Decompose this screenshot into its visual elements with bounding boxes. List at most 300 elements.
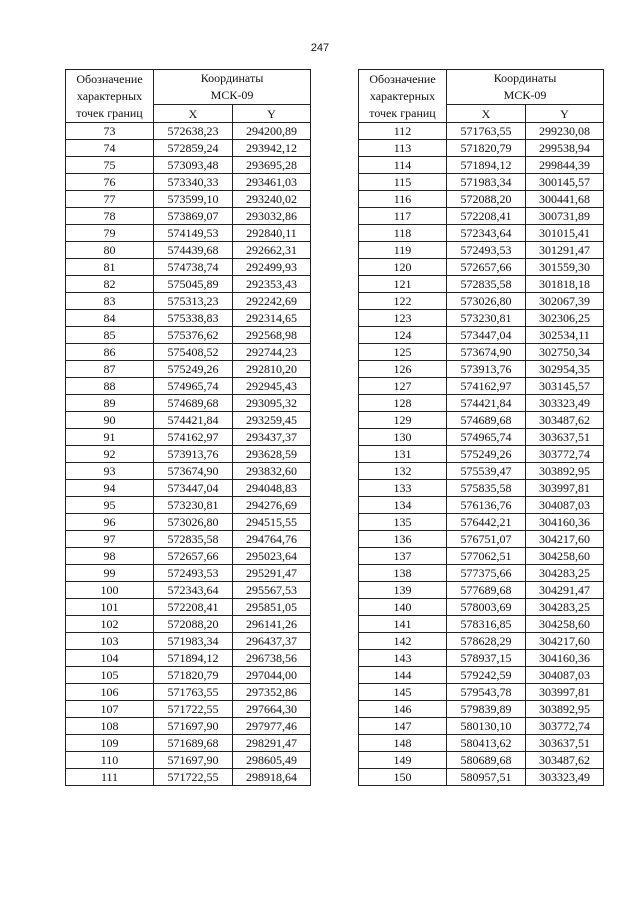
- y-coordinate-cell: 299844,39: [526, 157, 604, 174]
- y-coordinate-cell: 298291,47: [233, 735, 311, 752]
- y-coordinate-cell: 292314,65: [233, 310, 311, 327]
- y-coordinate-cell: 296738,56: [233, 650, 311, 667]
- y-coordinate-cell: 296437,37: [233, 633, 311, 650]
- table-row: [359, 769, 604, 786]
- y-coordinate-cell: 299230,08: [526, 123, 604, 140]
- y-coordinate-cell: 295291,47: [233, 565, 311, 582]
- table-row: [359, 701, 604, 718]
- table-row: [66, 259, 311, 276]
- y-coordinate-cell: 297044,00: [233, 667, 311, 684]
- x-coordinate-cell: 573447,04: [447, 327, 526, 344]
- y-coordinate-cell: 297977,46: [233, 718, 311, 735]
- table-row: [359, 735, 604, 752]
- y-coordinate-cell: 302534,11: [526, 327, 604, 344]
- x-coordinate-cell: 573447,04: [154, 480, 233, 497]
- table-row: [359, 616, 604, 633]
- point-designation-header: Обозначение характерных точек границ: [66, 70, 154, 123]
- table-row: [66, 463, 311, 480]
- table-row: [66, 548, 311, 565]
- y-coordinate-cell: 294764,76: [233, 531, 311, 548]
- x-coordinate-cell: 580413,62: [447, 735, 526, 752]
- table-row: [359, 259, 604, 276]
- x-coordinate-cell: 574439,68: [154, 242, 233, 259]
- y-coordinate-cell: 293437,37: [233, 429, 311, 446]
- point-number-cell: 122: [359, 293, 447, 310]
- point-number-cell: 104: [66, 650, 154, 667]
- x-coordinate-cell: 571763,55: [447, 123, 526, 140]
- x-coordinate-cell: 571689,68: [154, 735, 233, 752]
- table-row: [66, 633, 311, 650]
- y-coordinate-cell: 296141,26: [233, 616, 311, 633]
- x-coordinate-cell: 571820,79: [447, 140, 526, 157]
- table-row: [359, 412, 604, 429]
- y-coordinate-cell: 293695,28: [233, 157, 311, 174]
- point-number-cell: 116: [359, 191, 447, 208]
- x-coordinate-cell: 572835,58: [154, 531, 233, 548]
- x-coordinate-cell: 574421,84: [154, 412, 233, 429]
- point-number-cell: 99: [66, 565, 154, 582]
- point-number-cell: 103: [66, 633, 154, 650]
- x-coordinate-cell: 572657,66: [154, 548, 233, 565]
- y-coordinate-cell: 293832,60: [233, 463, 311, 480]
- y-coordinate-cell: 294048,83: [233, 480, 311, 497]
- y-column-header: Y: [233, 105, 311, 123]
- x-coordinate-cell: 572343,64: [154, 582, 233, 599]
- point-number-cell: 85: [66, 327, 154, 344]
- point-number-cell: 134: [359, 497, 447, 514]
- table-row: [359, 633, 604, 650]
- point-number-cell: 118: [359, 225, 447, 242]
- y-coordinate-cell: 301015,41: [526, 225, 604, 242]
- x-coordinate-cell: 573026,80: [154, 514, 233, 531]
- x-coordinate-cell: 573599,10: [154, 191, 233, 208]
- table-row: [66, 599, 311, 616]
- point-number-cell: 89: [66, 395, 154, 412]
- table-row: [359, 208, 604, 225]
- x-coordinate-cell: 571894,12: [447, 157, 526, 174]
- y-coordinate-cell: 303997,81: [526, 684, 604, 701]
- table-row: [359, 480, 604, 497]
- x-coordinate-cell: 574689,68: [154, 395, 233, 412]
- x-coordinate-cell: 573869,07: [154, 208, 233, 225]
- table-row: [66, 446, 311, 463]
- point-number-cell: 97: [66, 531, 154, 548]
- point-number-cell: 88: [66, 378, 154, 395]
- point-number-cell: 102: [66, 616, 154, 633]
- y-coordinate-cell: 293095,32: [233, 395, 311, 412]
- y-coordinate-cell: 304217,60: [526, 531, 604, 548]
- x-coordinate-cell: 575313,23: [154, 293, 233, 310]
- point-number-cell: 98: [66, 548, 154, 565]
- y-coordinate-cell: 293259,45: [233, 412, 311, 429]
- point-number-cell: 91: [66, 429, 154, 446]
- x-coordinate-cell: 575045,89: [154, 276, 233, 293]
- table-row: [359, 565, 604, 582]
- table-row: [359, 718, 604, 735]
- point-number-cell: 114: [359, 157, 447, 174]
- x-coordinate-cell: 577062,51: [447, 548, 526, 565]
- point-number-cell: 144: [359, 667, 447, 684]
- table-row: [359, 242, 604, 259]
- table-row: [359, 548, 604, 565]
- x-coordinate-cell: 574689,68: [447, 412, 526, 429]
- x-coordinate-cell: 572493,53: [154, 565, 233, 582]
- x-coordinate-cell: 572657,66: [447, 259, 526, 276]
- x-coordinate-cell: 571722,55: [154, 769, 233, 786]
- y-coordinate-cell: 297352,86: [233, 684, 311, 701]
- x-coordinate-cell: 576136,76: [447, 497, 526, 514]
- x-coordinate-cell: 573230,81: [447, 310, 526, 327]
- y-coordinate-cell: 301818,18: [526, 276, 604, 293]
- y-coordinate-cell: 304217,60: [526, 633, 604, 650]
- table-row: [66, 565, 311, 582]
- table-row: [66, 514, 311, 531]
- x-coordinate-cell: 571763,55: [154, 684, 233, 701]
- y-coordinate-cell: 292945,43: [233, 378, 311, 395]
- point-number-cell: 126: [359, 361, 447, 378]
- x-column-header: X: [154, 105, 233, 123]
- point-number-cell: 128: [359, 395, 447, 412]
- table-row: [66, 191, 311, 208]
- x-coordinate-cell: 573674,90: [447, 344, 526, 361]
- x-coordinate-cell: 580130,10: [447, 718, 526, 735]
- point-number-cell: 131: [359, 446, 447, 463]
- y-coordinate-cell: 298918,64: [233, 769, 311, 786]
- x-coordinate-cell: 573026,80: [447, 293, 526, 310]
- x-coordinate-cell: 577689,68: [447, 582, 526, 599]
- point-number-cell: 101: [66, 599, 154, 616]
- point-number-cell: 82: [66, 276, 154, 293]
- table-row: [66, 327, 311, 344]
- table-row: [66, 208, 311, 225]
- table-row: [359, 344, 604, 361]
- x-coordinate-cell: 575249,26: [154, 361, 233, 378]
- table-row: [359, 361, 604, 378]
- x-column-header: X: [447, 105, 526, 123]
- y-coordinate-cell: 297664,30: [233, 701, 311, 718]
- y-coordinate-cell: 292242,69: [233, 293, 311, 310]
- x-coordinate-cell: 571697,90: [154, 752, 233, 769]
- y-coordinate-cell: 304087,03: [526, 667, 604, 684]
- table-row: [66, 140, 311, 157]
- y-coordinate-cell: 301291,47: [526, 242, 604, 259]
- y-coordinate-cell: 304160,36: [526, 514, 604, 531]
- y-coordinate-cell: 292744,23: [233, 344, 311, 361]
- x-coordinate-cell: 580957,51: [447, 769, 526, 786]
- y-coordinate-cell: 292353,43: [233, 276, 311, 293]
- point-number-cell: 96: [66, 514, 154, 531]
- point-number-cell: 120: [359, 259, 447, 276]
- table-row: [359, 310, 604, 327]
- y-coordinate-cell: 303487,62: [526, 412, 604, 429]
- point-number-cell: 148: [359, 735, 447, 752]
- x-coordinate-cell: 572835,58: [447, 276, 526, 293]
- x-coordinate-cell: 572638,23: [154, 123, 233, 140]
- y-coordinate-cell: 303772,74: [526, 446, 604, 463]
- y-coordinate-cell: 294515,55: [233, 514, 311, 531]
- x-coordinate-cell: 578316,85: [447, 616, 526, 633]
- y-coordinate-cell: 303637,51: [526, 429, 604, 446]
- table-row: [66, 735, 311, 752]
- point-number-cell: 79: [66, 225, 154, 242]
- point-number-cell: 105: [66, 667, 154, 684]
- point-number-cell: 95: [66, 497, 154, 514]
- point-number-cell: 87: [66, 361, 154, 378]
- point-number-cell: 83: [66, 293, 154, 310]
- table-row: [66, 378, 311, 395]
- point-number-cell: 142: [359, 633, 447, 650]
- x-coordinate-cell: 571894,12: [154, 650, 233, 667]
- x-coordinate-cell: 572088,20: [447, 191, 526, 208]
- table-row: [66, 361, 311, 378]
- y-coordinate-cell: 302306,25: [526, 310, 604, 327]
- table-row: [359, 684, 604, 701]
- y-coordinate-cell: 295851,05: [233, 599, 311, 616]
- point-number-cell: 77: [66, 191, 154, 208]
- x-coordinate-cell: 579543,78: [447, 684, 526, 701]
- y-coordinate-cell: 295023,64: [233, 548, 311, 565]
- x-coordinate-cell: 580689,68: [447, 752, 526, 769]
- x-coordinate-cell: 574162,97: [154, 429, 233, 446]
- table-row: [359, 752, 604, 769]
- y-coordinate-cell: 300441,68: [526, 191, 604, 208]
- table-row: [66, 531, 311, 548]
- y-coordinate-cell: 300145,57: [526, 174, 604, 191]
- x-coordinate-cell: 573913,76: [154, 446, 233, 463]
- table-row: [66, 395, 311, 412]
- y-coordinate-cell: 304160,36: [526, 650, 604, 667]
- table-row: [359, 378, 604, 395]
- point-number-cell: 127: [359, 378, 447, 395]
- point-number-cell: 93: [66, 463, 154, 480]
- table-row: [66, 157, 311, 174]
- point-designation-header: Обозначение характерных точек границ: [359, 70, 447, 123]
- x-coordinate-cell: 576751,07: [447, 531, 526, 548]
- x-coordinate-cell: 573913,76: [447, 361, 526, 378]
- y-coordinate-cell: 292568,98: [233, 327, 311, 344]
- y-coordinate-cell: 293628,59: [233, 446, 311, 463]
- table-row: [66, 582, 311, 599]
- x-coordinate-cell: 574162,97: [447, 378, 526, 395]
- point-number-cell: 84: [66, 310, 154, 327]
- y-coordinate-cell: 292810,20: [233, 361, 311, 378]
- x-coordinate-cell: 572493,53: [447, 242, 526, 259]
- y-coordinate-cell: 304087,03: [526, 497, 604, 514]
- point-number-cell: 108: [66, 718, 154, 735]
- y-coordinate-cell: 302954,35: [526, 361, 604, 378]
- point-number-cell: 143: [359, 650, 447, 667]
- point-number-cell: 75: [66, 157, 154, 174]
- x-coordinate-cell: 574149,53: [154, 225, 233, 242]
- coordinates-table-body: [359, 123, 604, 786]
- y-coordinate-cell: 298605,49: [233, 752, 311, 769]
- table-row: [359, 650, 604, 667]
- table-row: [66, 718, 311, 735]
- x-coordinate-cell: 575249,26: [447, 446, 526, 463]
- point-number-cell: 119: [359, 242, 447, 259]
- table-row: [359, 582, 604, 599]
- point-number-cell: 115: [359, 174, 447, 191]
- point-number-cell: 121: [359, 276, 447, 293]
- x-coordinate-cell: 573340,33: [154, 174, 233, 191]
- point-number-cell: 107: [66, 701, 154, 718]
- table-row: [359, 276, 604, 293]
- x-coordinate-cell: 575835,58: [447, 480, 526, 497]
- coordinates-header: Координаты МСК-09: [154, 70, 311, 105]
- point-number-cell: 137: [359, 548, 447, 565]
- point-number-cell: 80: [66, 242, 154, 259]
- y-coordinate-cell: 304291,47: [526, 582, 604, 599]
- table-row: [66, 497, 311, 514]
- point-number-cell: 136: [359, 531, 447, 548]
- table-row: [359, 157, 604, 174]
- x-coordinate-cell: 571983,34: [447, 174, 526, 191]
- table-row: [66, 174, 311, 191]
- table-row: [66, 123, 311, 140]
- table-row: [359, 293, 604, 310]
- point-number-cell: 145: [359, 684, 447, 701]
- y-coordinate-cell: 293942,12: [233, 140, 311, 157]
- y-coordinate-cell: 303772,74: [526, 718, 604, 735]
- point-number-cell: 112: [359, 123, 447, 140]
- table-row: [66, 412, 311, 429]
- y-coordinate-cell: 301559,30: [526, 259, 604, 276]
- y-coordinate-cell: 304283,25: [526, 599, 604, 616]
- page-number: 247: [310, 42, 330, 54]
- x-coordinate-cell: 577375,66: [447, 565, 526, 582]
- point-number-cell: 139: [359, 582, 447, 599]
- x-coordinate-cell: 574965,74: [447, 429, 526, 446]
- table-row: [359, 667, 604, 684]
- point-number-cell: 90: [66, 412, 154, 429]
- x-coordinate-cell: 578003,69: [447, 599, 526, 616]
- point-number-cell: 129: [359, 412, 447, 429]
- point-number-cell: 135: [359, 514, 447, 531]
- point-number-cell: 76: [66, 174, 154, 191]
- table-row: [66, 480, 311, 497]
- x-coordinate-cell: 575408,52: [154, 344, 233, 361]
- x-coordinate-cell: 571820,79: [154, 667, 233, 684]
- coordinates-table-body: [66, 123, 311, 786]
- x-coordinate-cell: 573674,90: [154, 463, 233, 480]
- point-number-cell: 124: [359, 327, 447, 344]
- y-coordinate-cell: 302750,34: [526, 344, 604, 361]
- x-coordinate-cell: 575376,62: [154, 327, 233, 344]
- y-coordinate-cell: 302067,39: [526, 293, 604, 310]
- table-row: [66, 684, 311, 701]
- table-row: [66, 616, 311, 633]
- x-coordinate-cell: 572208,41: [447, 208, 526, 225]
- y-coordinate-cell: 303892,95: [526, 463, 604, 480]
- y-coordinate-cell: 304283,25: [526, 565, 604, 582]
- table-row: [66, 429, 311, 446]
- table-row: [66, 225, 311, 242]
- table-row: [66, 650, 311, 667]
- x-coordinate-cell: 571722,55: [154, 701, 233, 718]
- table-row: [359, 174, 604, 191]
- point-number-cell: 110: [66, 752, 154, 769]
- point-number-cell: 86: [66, 344, 154, 361]
- coordinates-header: Координаты МСК-09: [447, 70, 604, 105]
- y-coordinate-cell: 303487,62: [526, 752, 604, 769]
- point-number-cell: 111: [66, 769, 154, 786]
- point-number-cell: 138: [359, 565, 447, 582]
- table-row: [359, 429, 604, 446]
- table-row: [66, 667, 311, 684]
- table-row: [359, 327, 604, 344]
- y-coordinate-cell: 303637,51: [526, 735, 604, 752]
- y-coordinate-cell: 300731,89: [526, 208, 604, 225]
- x-coordinate-cell: 576442,21: [447, 514, 526, 531]
- y-coordinate-cell: 295567,53: [233, 582, 311, 599]
- point-number-cell: 149: [359, 752, 447, 769]
- table-row: [66, 242, 311, 259]
- point-number-cell: 92: [66, 446, 154, 463]
- point-number-cell: 123: [359, 310, 447, 327]
- table-row: [359, 497, 604, 514]
- y-coordinate-cell: 294276,69: [233, 497, 311, 514]
- table-row: [359, 225, 604, 242]
- y-coordinate-cell: 293032,86: [233, 208, 311, 225]
- x-coordinate-cell: 571983,34: [154, 633, 233, 650]
- y-coordinate-cell: 299538,94: [526, 140, 604, 157]
- point-number-cell: 125: [359, 344, 447, 361]
- table-row: [66, 293, 311, 310]
- point-number-cell: 113: [359, 140, 447, 157]
- point-number-cell: 94: [66, 480, 154, 497]
- y-coordinate-cell: 292499,93: [233, 259, 311, 276]
- x-coordinate-cell: 572343,64: [447, 225, 526, 242]
- y-coordinate-cell: 293240,02: [233, 191, 311, 208]
- table-row: [66, 276, 311, 293]
- y-coordinate-cell: 303145,57: [526, 378, 604, 395]
- x-coordinate-cell: 572208,41: [154, 599, 233, 616]
- y-coordinate-cell: 304258,60: [526, 616, 604, 633]
- table-row: [66, 701, 311, 718]
- point-number-cell: 106: [66, 684, 154, 701]
- point-number-cell: 133: [359, 480, 447, 497]
- y-coordinate-cell: 303997,81: [526, 480, 604, 497]
- coordinates-table-left: [65, 69, 311, 786]
- point-number-cell: 147: [359, 718, 447, 735]
- x-coordinate-cell: 578628,29: [447, 633, 526, 650]
- table-row: [359, 140, 604, 157]
- table-row: [66, 752, 311, 769]
- table-row: [359, 531, 604, 548]
- table-row: [359, 514, 604, 531]
- table-row: [359, 599, 604, 616]
- x-coordinate-cell: 579839,89: [447, 701, 526, 718]
- y-coordinate-cell: 303323,49: [526, 769, 604, 786]
- x-coordinate-cell: 575338,83: [154, 310, 233, 327]
- table-row: [66, 344, 311, 361]
- table-row: [66, 769, 311, 786]
- point-number-cell: 81: [66, 259, 154, 276]
- table-row: [359, 446, 604, 463]
- x-coordinate-cell: 573230,81: [154, 497, 233, 514]
- y-coordinate-cell: 303892,95: [526, 701, 604, 718]
- point-number-cell: 132: [359, 463, 447, 480]
- x-coordinate-cell: 571697,90: [154, 718, 233, 735]
- x-coordinate-cell: 578937,15: [447, 650, 526, 667]
- point-number-cell: 78: [66, 208, 154, 225]
- table-row: [359, 463, 604, 480]
- coordinates-table-right: [358, 69, 604, 786]
- point-number-cell: 100: [66, 582, 154, 599]
- y-coordinate-cell: 294200,89: [233, 123, 311, 140]
- table-row: [359, 123, 604, 140]
- x-coordinate-cell: 572859,24: [154, 140, 233, 157]
